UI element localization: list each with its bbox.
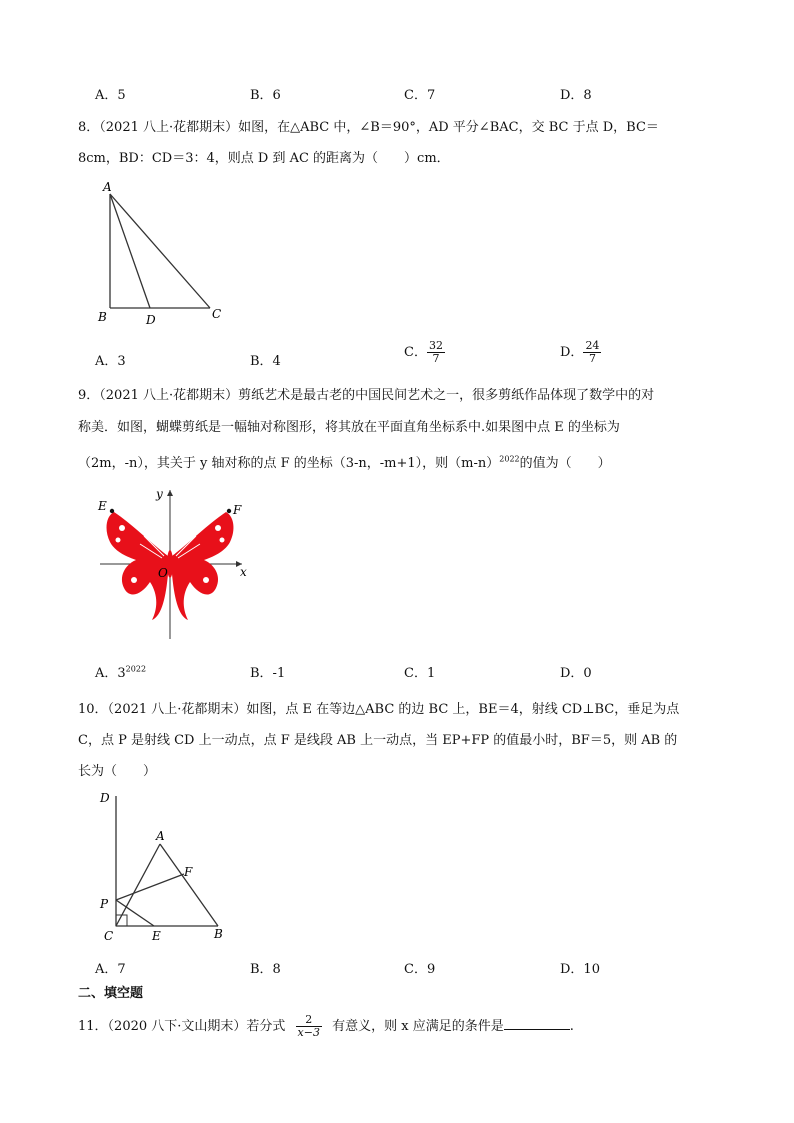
q9-butterfly-figure xyxy=(92,484,252,644)
q11-prefix: 11．（2020 八下·文山期末）若分式 xyxy=(78,1019,286,1034)
q10-label-p: P xyxy=(100,897,109,911)
q10-stem-line1: 10．（2021 八上·花都期末）如图，点 E 在等边△ABC 的边 BC 上，BE＝4，射线 CD⊥BC，垂足为点 xyxy=(78,702,680,717)
q10-label-c: C xyxy=(104,929,114,943)
q8-option-c-den: 7 xyxy=(432,352,440,365)
q8-option-c xyxy=(404,340,445,365)
q11-frac-num: 2 xyxy=(296,1014,322,1027)
q8-stem-line1: 8．（2021 八上·花都期末）如图，在△ABC 中，∠B＝90°，AD 平分∠BAC，交 BC 于点 D，BC＝ xyxy=(78,120,659,135)
q11-suffix: . xyxy=(569,1019,574,1034)
q9-label-x: x xyxy=(240,565,247,579)
q9-option-a xyxy=(95,662,146,681)
q8-option-c-num: 32 xyxy=(428,339,443,352)
q10-stem-line3: 长为（ ） xyxy=(78,764,157,779)
q7-option-d: D．8 xyxy=(560,88,592,103)
q8-label-b: B xyxy=(98,310,107,324)
q10-label-e: E xyxy=(152,929,161,943)
q10-label-d: D xyxy=(100,791,110,805)
q10-option-a: A．7 xyxy=(95,962,126,977)
q9-label-o: O xyxy=(158,566,168,580)
q9-stem-line2: 称美．如图，蝴蝶剪纸是一幅轴对称图形，将其放在平面直角坐标系中.如果图中点 E 的坐标为 xyxy=(78,420,620,435)
q8-option-d-prefix: D． xyxy=(560,345,584,360)
q9-stem-line3 xyxy=(78,452,611,471)
q9-stem-line1: 9．（2021 八上·花都期末）剪纸艺术是最古老的中国民间艺术之一，很多剪纸作品体现了数学中的对 xyxy=(78,388,655,403)
q9-option-c: C．1 xyxy=(404,666,436,681)
q11-fraction xyxy=(296,1014,322,1039)
q9-option-a-exponent: 2022 xyxy=(125,664,147,674)
q10-stem-line2: C，点 P 是射线 CD 上一动点，点 F 是线段 AB 上一动点，当 EP+FP 的值最小时，BF＝5，则 AB 的 xyxy=(78,733,678,748)
q8-option-c-fraction xyxy=(427,340,445,365)
q9-label-f: F xyxy=(233,503,242,517)
q11-middle: 有意义，则 x 应满足的条件是 xyxy=(332,1019,504,1034)
q11-answer-blank[interactable] xyxy=(504,1017,570,1030)
q10-label-b: B xyxy=(214,927,223,941)
section-fill-in-title: 二、填空题 xyxy=(78,986,144,1001)
q8-option-a: A．3 xyxy=(95,354,126,369)
q8-label-d: D xyxy=(146,313,156,327)
q9-option-d: D．0 xyxy=(560,666,592,681)
q9-option-b: B．-1 xyxy=(250,666,286,681)
q10-option-c: C．9 xyxy=(404,962,436,977)
q8-stem-line2: 8cm，BD：CD＝3：4，则点 D 到 AC 的距离为（ ）cm． xyxy=(78,151,450,166)
q10-option-d: D．10 xyxy=(560,962,600,977)
q11-stem xyxy=(78,1014,574,1039)
q10-equilateral-figure xyxy=(92,788,242,948)
q8-label-a: A xyxy=(103,180,112,194)
q8-option-c-prefix: C． xyxy=(404,345,427,360)
q11-frac-den: x−3 xyxy=(297,1026,320,1039)
q8-option-d-num: 24 xyxy=(585,339,600,352)
q8-option-d-fraction xyxy=(583,340,601,365)
q9-stem-exponent: 2022 xyxy=(499,454,520,464)
q8-label-c: C xyxy=(212,307,222,321)
q7-option-c: C．7 xyxy=(404,88,436,103)
q10-label-f: F xyxy=(184,865,193,879)
q8-option-b: B．4 xyxy=(250,354,281,369)
q10-option-b: B．8 xyxy=(250,962,281,977)
q7-option-a: A．5 xyxy=(95,88,126,103)
q10-label-a: A xyxy=(156,829,165,843)
q8-option-d-den: 7 xyxy=(588,352,596,365)
q8-option-d xyxy=(560,340,601,365)
q9-stem-line3-b: 的值为（ ） xyxy=(519,456,611,471)
q9-option-a-base: A．3 xyxy=(95,666,126,681)
q7-option-b: B．6 xyxy=(250,88,281,103)
q9-label-y: y xyxy=(156,487,163,501)
q8-triangle-figure xyxy=(92,176,232,328)
q9-stem-line3-a: （2m，-n），其关于 y 轴对称的点 F 的坐标（3-n，-m+1），则（m-n） xyxy=(78,456,500,471)
q9-label-e: E xyxy=(98,499,107,513)
